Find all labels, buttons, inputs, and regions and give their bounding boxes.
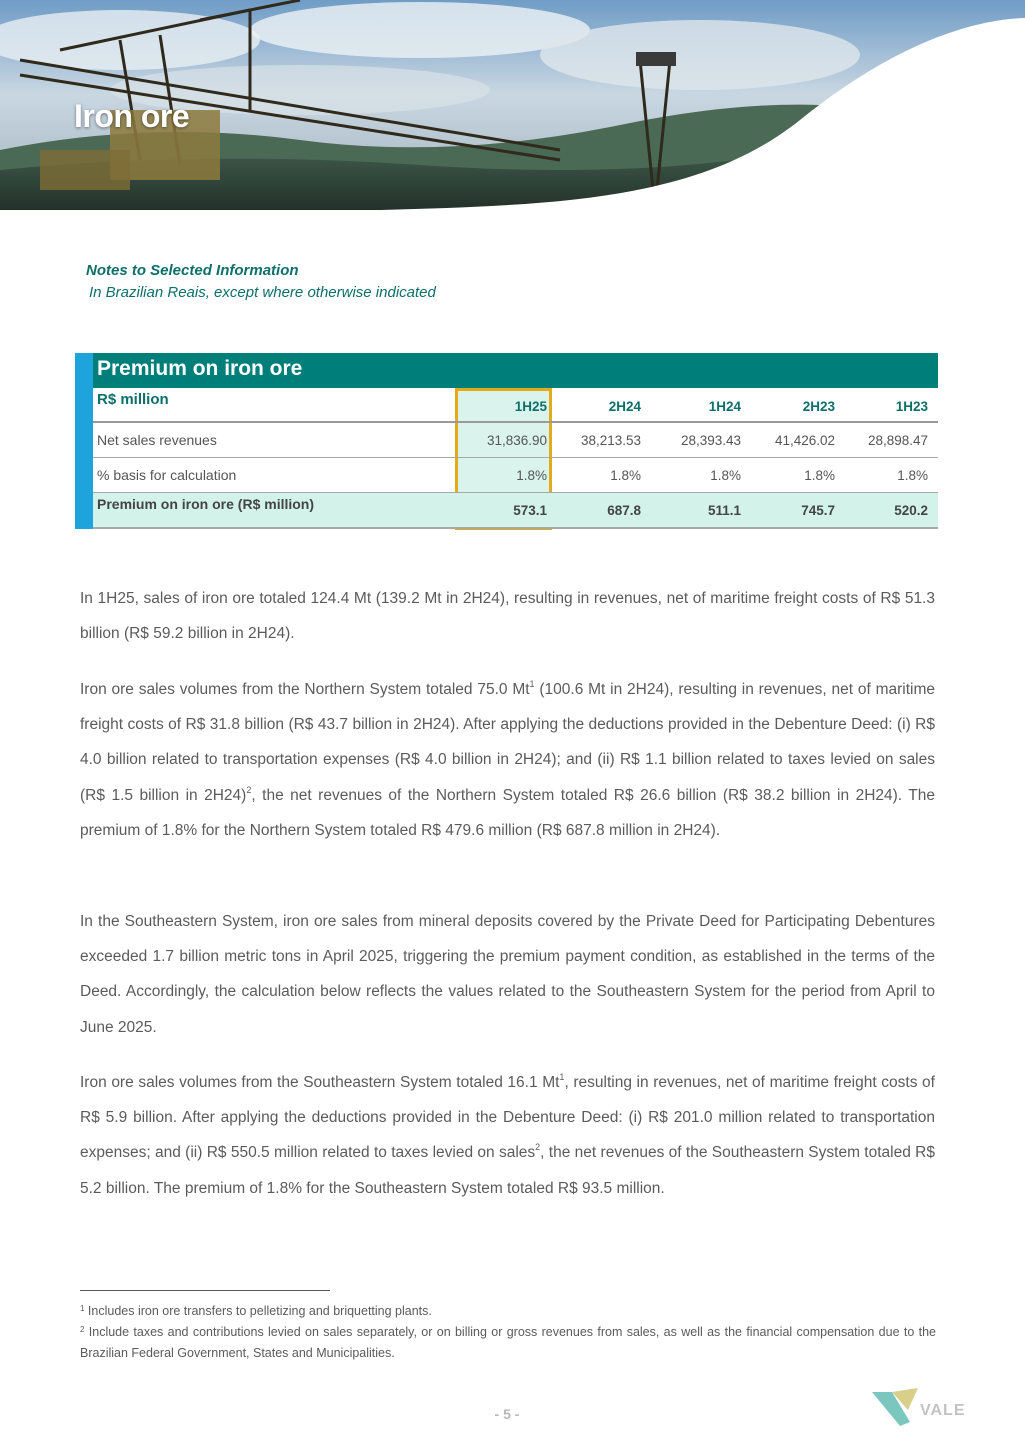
column-header: 1H25 (514, 399, 547, 414)
paragraph-text: , resulting in revenues, net of maritime freight costs of R$ 5.9 billion. After applying the deductions provided in the Debenture Deed: (i) R$ 201.0 million related to transportation expenses; and (ii) R$ 550.5 million related to taxes levied on sales (80, 1074, 935, 1162)
table-total-row (93, 493, 938, 529)
column-header: 2H23 (802, 399, 835, 414)
table-title: Premium on iron ore (93, 353, 938, 388)
paragraph-text: , the net revenues of the Northern System totaled R$ 26.6 billion (R$ 38.2 billion in 2H24). The premium of 1.8% for the Northern System totaled R$ 479.6 million (R$ 687.8 million in 2H24). (80, 786, 935, 839)
table-cell: 1.8% (804, 468, 835, 483)
footnote-2 (80, 1322, 936, 1364)
table-cell: 1.8% (897, 468, 928, 483)
row-label: Net sales revenues (97, 432, 217, 448)
unit-label: R$ million (97, 391, 169, 408)
paragraph-text: Iron ore sales volumes from the Northern System totaled 75.0 Mt (80, 681, 530, 698)
table-cell: 745.7 (801, 503, 835, 518)
page-number: - 5 - (494, 1406, 520, 1422)
footnote-text: Include taxes and contributions levied on sales separately, or on billing or gross revenues from sales, as well as the financial compensation due to the Brazilian Federal Government, States and Municipalities. (80, 1325, 936, 1360)
footnote-1 (80, 1301, 936, 1322)
table-cell: 41,426.02 (774, 433, 835, 448)
table-header-row (93, 388, 938, 423)
row-label: % basis for calculation (97, 467, 237, 483)
vale-logo-text: VALE (920, 1402, 966, 1419)
table-cell: 28,393.43 (680, 433, 741, 448)
footnote-ref: 1 (529, 679, 535, 689)
premium-table (75, 353, 938, 529)
table-cell: 1.8% (516, 468, 547, 483)
table-cell: 31,836.90 (486, 433, 547, 448)
paragraph-text: , the net revenues of the Southeastern System totaled R$ 5.2 billion. The premium of 1.8% for the Southeastern System totaled R$ 93.5 million. (80, 1144, 935, 1197)
paragraph-text: (100.6 Mt in 2H24), resulting in revenues, net of maritime freight costs of R$ 31.8 billion (R$ 43.7 billion in 2H24). After applying the deductions provided in the Debenture Deed: (i) R$ 4.0 billion related to transportation expenses (R$ 4.0 billion in 2H24); and (ii) R$ 1.1 billion related to taxes levied on sales (R$ 1.5 billion in 2H24) (80, 681, 936, 804)
paragraph-southeastern-system (80, 1065, 935, 1206)
paragraph-summary: In 1H25, sales of iron ore totaled 124.4 Mt (139.2 Mt in 2H24), resulting in revenues, net of maritime freight costs of R$ 51.3 billion (R$ 59.2 billion in 2H24). (80, 590, 935, 643)
footnote-ref: 2 (246, 784, 252, 795)
table-cell: 511.1 (707, 503, 741, 518)
footnote-mark: 1 (80, 1304, 85, 1313)
footnote-text: Includes iron ore transfers to pelletizing and briquetting plants. (84, 1304, 432, 1318)
page-title: Iron ore (74, 98, 190, 134)
footnote-mark: 2 (80, 1325, 85, 1334)
notes-subtitle: In Brazilian Reais, except where otherwise indicated (89, 284, 436, 301)
table-cell: 687.8 (607, 503, 641, 518)
column-header: 1H24 (708, 399, 741, 414)
table-cell: 573.1 (513, 503, 547, 518)
table-cell: 1.8% (710, 468, 741, 483)
table-cell: 38,213.53 (580, 433, 641, 448)
notes-title: Notes to Selected Information (86, 262, 299, 279)
paragraph-southeastern-intro: In the Southeastern System, iron ore sales from mineral deposits covered by the Private Deed for Participating Debentures exceeded 1.7 billion metric tons in April 2025, triggering the premium payment condition, as established in the terms of the Deed. Accordingly, the calculation below reflects the values related to the Southeastern System for the period from April to June 2025. (80, 913, 935, 1036)
row-label: Premium on iron ore (R$ million) (97, 496, 315, 512)
paragraph-northern-system (80, 672, 935, 848)
table-row (93, 423, 938, 458)
paragraph-text: Iron ore sales volumes from the Southeastern System totaled 16.1 Mt (80, 1074, 560, 1091)
footnote-ref: 2 (535, 1142, 541, 1153)
table-cell: 28,898.47 (867, 433, 928, 448)
table-cell: 1.8% (610, 468, 641, 483)
table-accent-bar (75, 353, 93, 529)
footnote-ref: 1 (559, 1072, 565, 1082)
table-cell: 520.2 (894, 503, 928, 518)
footnote-divider (80, 1290, 330, 1291)
column-header: 1H23 (895, 399, 928, 414)
column-header: 2H24 (608, 399, 641, 414)
header-banner (0, 0, 1025, 210)
